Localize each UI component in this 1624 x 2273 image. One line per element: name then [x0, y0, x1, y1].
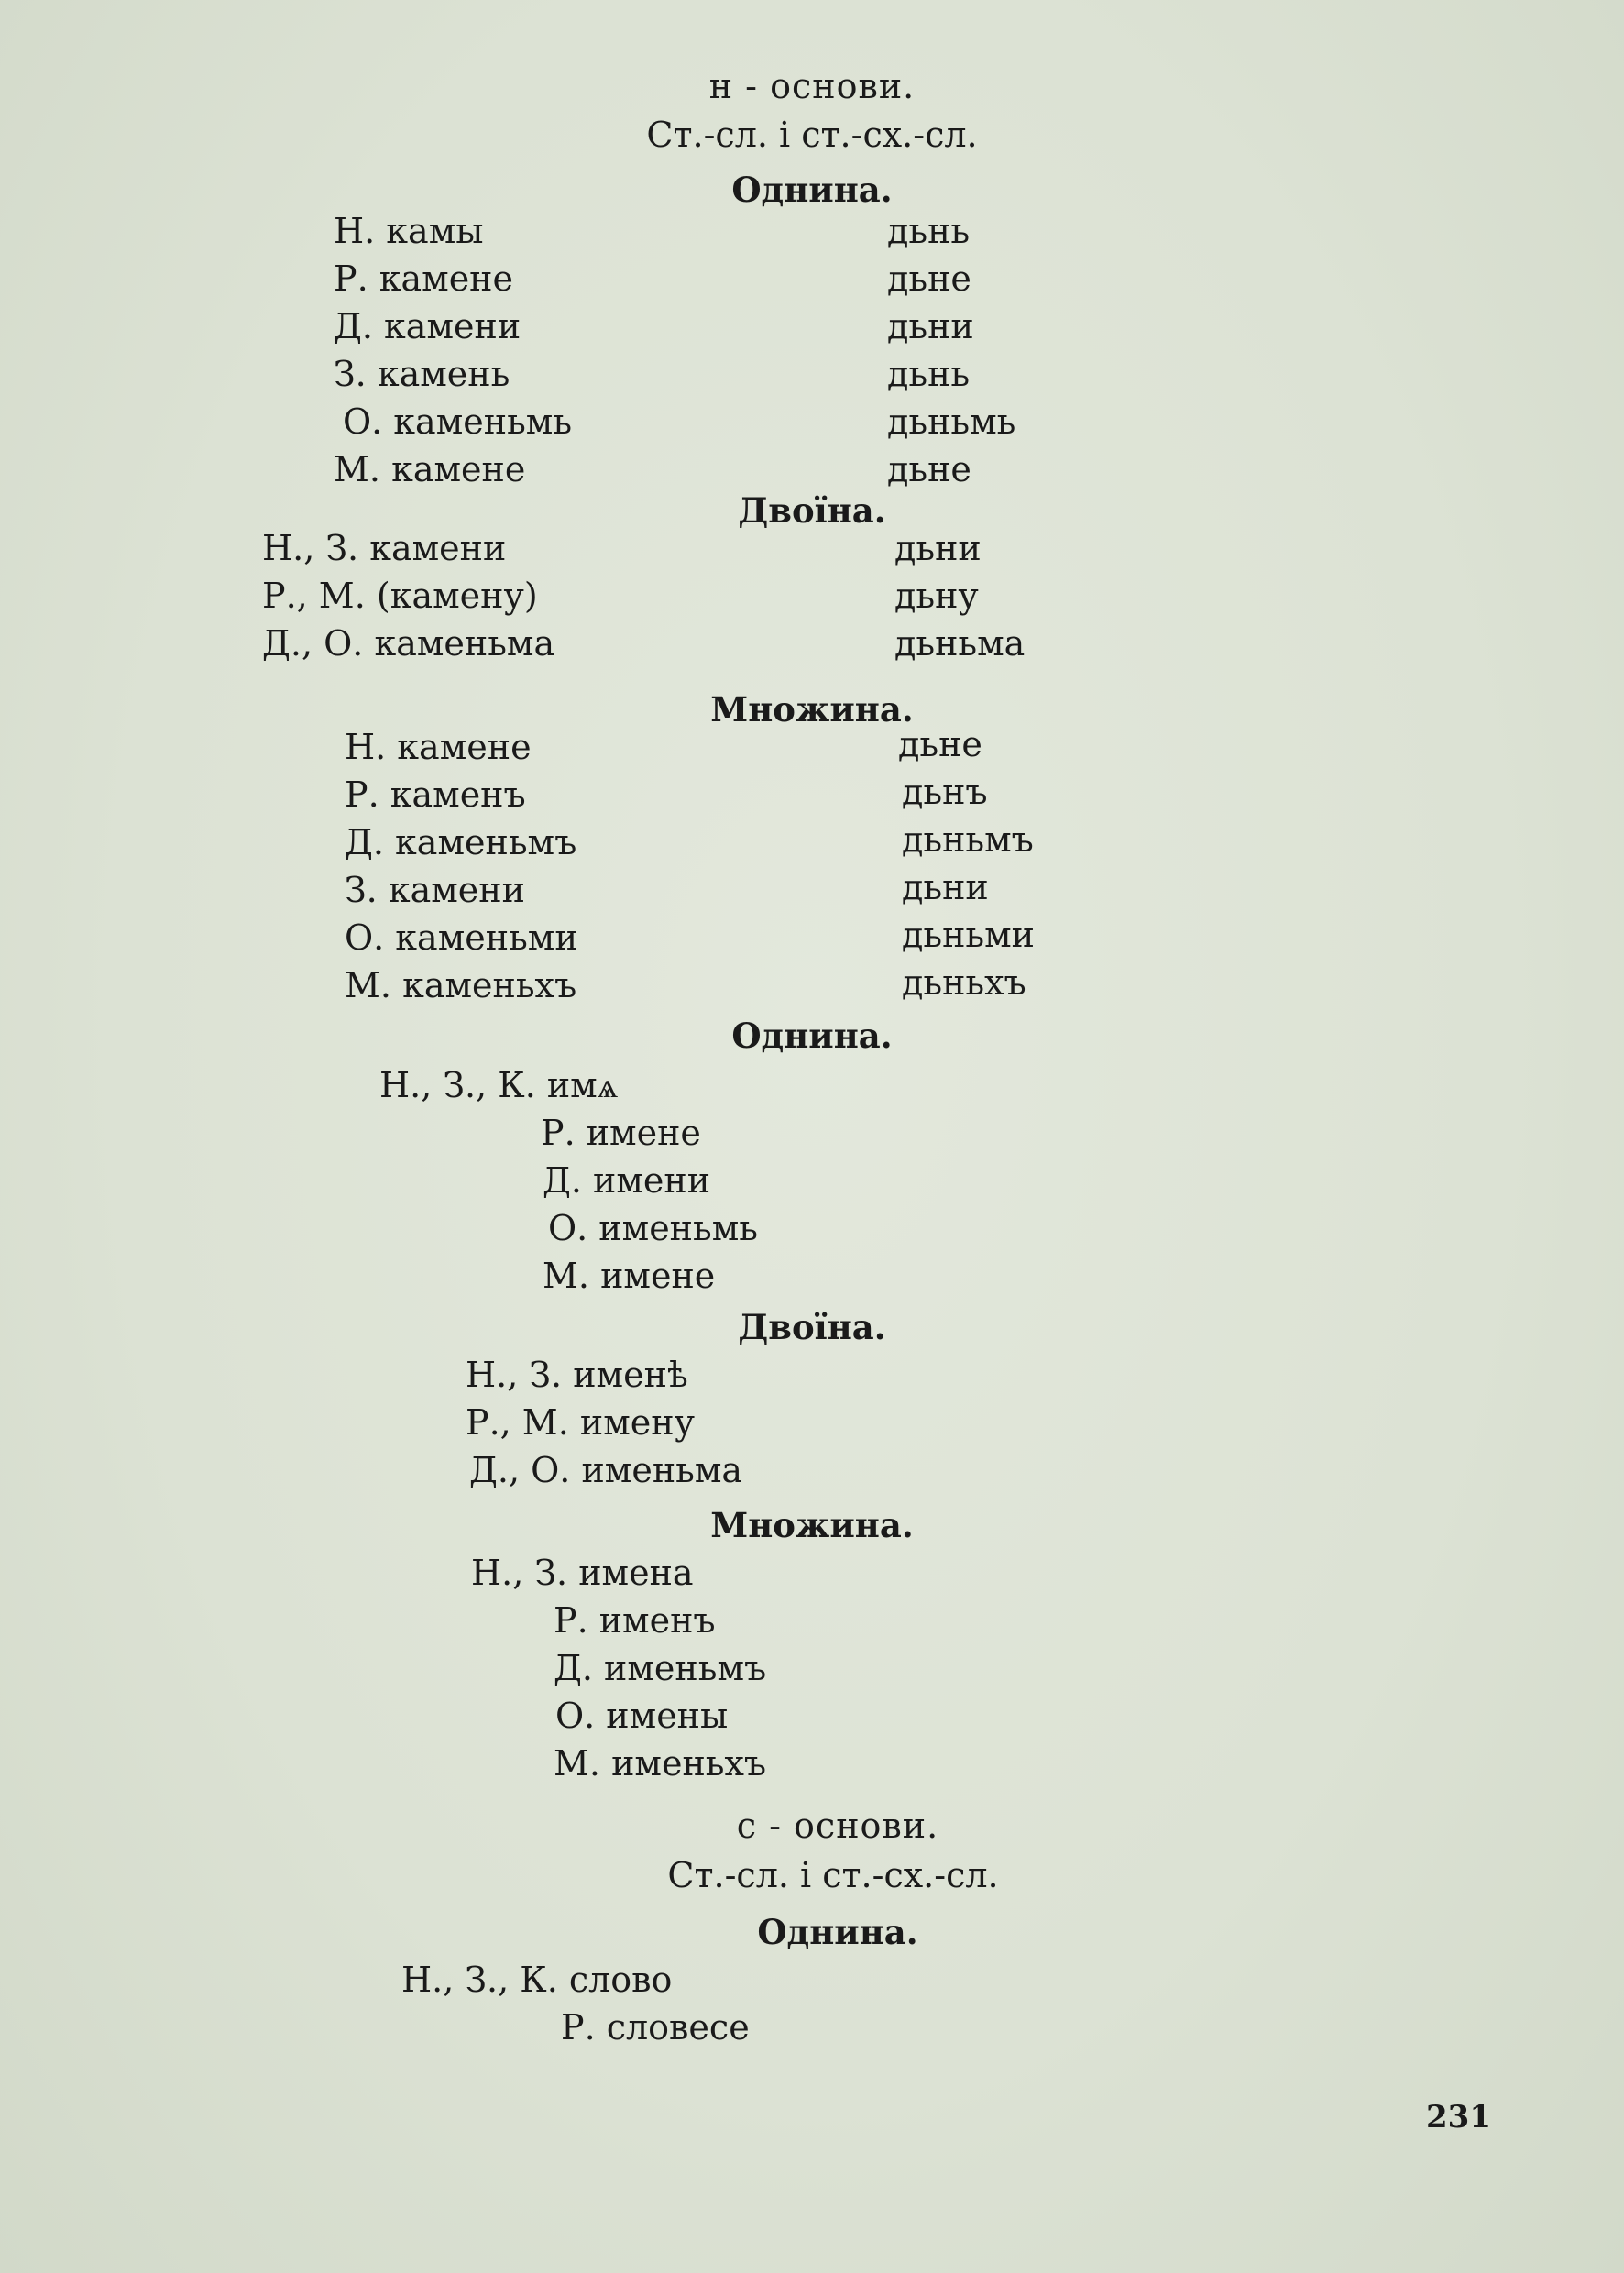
form-line: Д., О. каменьма	[262, 623, 555, 664]
form-line: дьне	[898, 724, 982, 764]
form-line: З. камень	[334, 354, 510, 394]
form-line: дьньхъ	[902, 962, 1026, 1003]
heading-singular: Однина.	[757, 1912, 918, 1952]
section-subtitle-n-stems: Ст.-сл. і ст.-сх.-сл.	[646, 115, 978, 155]
form-line: Р. каменъ	[345, 774, 526, 815]
form-line: Д. камени	[334, 306, 521, 346]
form-line: Н., З., К. слово	[401, 1960, 673, 2000]
section-title-s-stems: с - основи.	[736, 1806, 939, 1846]
form-line: Н., З. камени	[262, 528, 507, 568]
form-line: М. камене	[334, 449, 526, 489]
form-line: М. именьхъ	[554, 1743, 767, 1784]
form-line: дьньмь	[887, 401, 1016, 442]
heading-dual: Двоїна.	[738, 1307, 886, 1347]
form-line: дьньми	[902, 915, 1035, 955]
form-line: О. именьмь	[548, 1208, 758, 1248]
section-subtitle-s-stems: Ст.-сл. і ст.-сх.-сл.	[667, 1855, 999, 1895]
form-line: Н., З. именѣ	[466, 1355, 688, 1395]
form-line: Д., О. именьма	[469, 1450, 743, 1490]
form-line: дьне	[887, 449, 971, 489]
heading-plural: Множина.	[710, 689, 914, 730]
form-line: Р. именъ	[554, 1600, 716, 1641]
form-line: Р. имене	[541, 1113, 701, 1153]
form-line: дьньмъ	[902, 819, 1034, 860]
form-line: Р., М. имену	[466, 1402, 695, 1443]
form-line: М. каменьхъ	[345, 965, 577, 1005]
form-line: Р. словесе	[561, 2007, 750, 2048]
form-line: Н. камене	[345, 727, 532, 767]
page-number: 231	[1426, 2099, 1491, 2136]
heading-singular: Однина.	[731, 1016, 893, 1056]
form-line: М. имене	[543, 1256, 716, 1296]
form-line: Р., М. (камену)	[262, 576, 538, 616]
form-line: Н., З. имена	[471, 1553, 694, 1593]
form-line: дьни	[894, 528, 982, 568]
form-line: дьньма	[894, 623, 1026, 664]
form-line: Д. каменьмъ	[345, 822, 577, 862]
heading-plural: Множина.	[710, 1505, 914, 1545]
form-line: О. каменьми	[345, 917, 578, 958]
form-line: О. имены	[555, 1696, 729, 1736]
form-line: дьнъ	[902, 772, 988, 812]
form-line: дьну	[894, 576, 979, 616]
section-title-n-stems: н - основи.	[708, 66, 916, 106]
form-line: дьнь	[887, 354, 971, 394]
form-line: дьне	[887, 258, 971, 299]
form-line: Н. камы	[334, 211, 484, 251]
form-line: дьни	[902, 867, 989, 907]
heading-singular: Однина.	[731, 170, 893, 210]
form-line: Д. имени	[543, 1160, 711, 1201]
form-line: О. каменьмь	[343, 401, 573, 442]
heading-dual: Двоїна.	[738, 490, 886, 531]
form-line: Д. именьмъ	[554, 1648, 767, 1688]
form-line: дьнь	[887, 211, 971, 251]
form-line: Н., З., К. имѧ	[379, 1065, 619, 1105]
form-line: З. камени	[345, 870, 525, 910]
form-line: дьни	[887, 306, 974, 346]
form-line: Р. камене	[334, 258, 513, 299]
